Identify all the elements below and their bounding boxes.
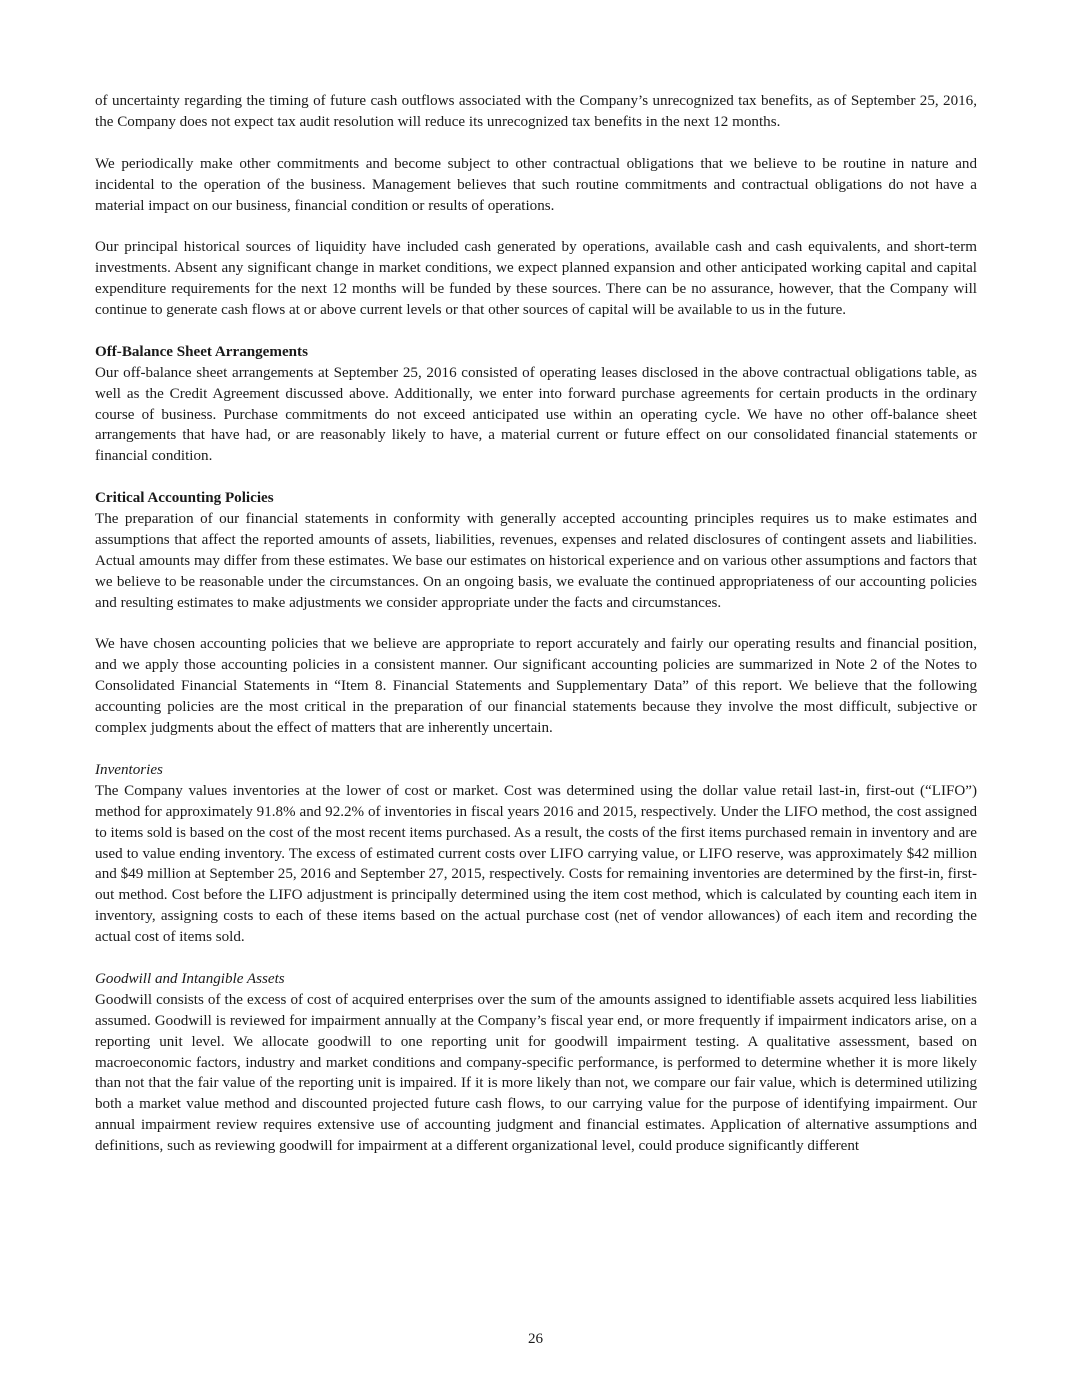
document-page bbox=[95, 91, 977, 1178]
section-off-balance-sheet bbox=[95, 342, 977, 467]
paragraph-goodwill: Goodwill consists of the excess of cost of acquired enterprises over the sum of the amounts assigned to identifiable assets acquired less liabilities assumed. Goodwill is reviewed for impairment annually at the Company’s fiscal year end, or more frequently if impairment indicators arise, on a reporting unit level. We allocate goodwill to one reporting unit for goodwill impairment testing. A qualitative assessment, based on macroeconomic factors, industry and market conditions and company-specific performance, is performed to determine whether it is more likely than not that the fair value of the reporting unit is impaired. If it is more likely than not, we compare our fair value, which is determined utilizing both a market value method and discounted projected future cash flows, to our carrying value for the purpose of identifying impairment. Our annual impairment review requires extensive use of accounting judgment and financial estimates. Application of alternative assumptions and definitions, such as reviewing goodwill for impairment at a different organizational level, could produce significantly different bbox=[95, 991, 977, 1155]
paragraph-inventories: The Company values inventories at the lower of cost or market. Cost was determined using the dollar value retail last-in, first-out (“LIFO”) method for approximately 91.8% and 92.2% of inventories in fiscal years 2016 and 2015, respectively. Under the LIFO method, the cost assigned to items sold is based on the cost of the most recent items purchased. As a result, the costs of the first items purchased remain in inventory and are used to value ending inventory. The excess of estimated current costs over LIFO carrying value, or LIFO reserve, was approximately $42 million and $49 million at September 25, 2016 and September 27, 2015, respectively. Costs for remaining inventories are determined by the first-in, first-out method. Cost before the LIFO adjustment is principally determined using the item cost method, which is calculated by counting each item in inventory, assigning costs to each of these items based on the actual purchase cost (net of vendor allowances) of each item and recording the actual cost of items sold. bbox=[95, 782, 977, 946]
paragraph-other-commitments: We periodically make other commitments and become subject to other contractual obligations that we believe to be routine in nature and incidental to the operation of the business. Management believes that such routine commitments and contractual obligations do not have a material impact on our business, financial condition or results of operations. bbox=[95, 155, 977, 214]
section-critical-accounting-policies bbox=[95, 488, 977, 613]
page-number: 26 bbox=[527, 1331, 544, 1347]
section-goodwill bbox=[95, 969, 977, 1157]
section-heading-off-balance-sheet: Off-Balance Sheet Arrangements bbox=[95, 343, 308, 360]
section-heading-critical-accounting-policies: Critical Accounting Policies bbox=[95, 490, 274, 507]
paragraph-critical-accounting-estimates: The preparation of our financial statements in conformity with generally accepted accounting principles requires us to make estimates and assumptions that affect the reported amounts of assets, liabilities, revenues, expenses and related disclosures of contingent assets and liabilities. Actual amounts may differ from these estimates. We base our estimates on historical experience and on various other assumptions and factors that we believe to be reasonable under the circumstances. On an ongoing basis, we evaluate the continued appropriateness of our accounting policies and resulting estimates to make adjustments we consider appropriate under the facts and circumstances. bbox=[95, 511, 977, 611]
paragraph-chosen-accounting-policies: We have chosen accounting policies that we believe are appropriate to report accurately and fairly our operating results and financial position, and we apply those accounting policies in a consistent manner. Our significant accounting policies are summarized in Note 2 of the Notes to Consolidated Financial Statements in “Item 8. Financial Statements and Supplementary Data” of this report. We believe that the following accounting policies are the most critical in the preparation of our financial statements because they involve the most difficult, subjective or complex judgments about the effect of matters that are inherently uncertain. bbox=[95, 636, 977, 737]
paragraph-off-balance-sheet: Our off-balance sheet arrangements at September 25, 2016 consisted of operating leases disclosed in the above contractual obligations table, as well as the Credit Agreement discussed above. Additionally, we enter into forward purchase agreements for certain products in the ordinary course of business. Purchase commitments do not exceed anticipated use within an operating cycle. We have no other off-balance sheet arrangements that have had, or are reasonably likely to have, a material current or future effect on our consolidated financial statements or financial condition. bbox=[95, 364, 977, 465]
paragraph-sources-of-liquidity: Our principal historical sources of liquidity have included cash generated by operations, available cash and cash equivalents, and short-term investments. Absent any significant change in market conditions, we expect planned expansion and other anticipated working capital and capital expenditure requirements for the next 12 months will be funded by these sources. There can be no assurance, however, that the Company will continue to generate cash flows at or above current levels or that other sources of capital will be available to us in the future. bbox=[95, 239, 977, 319]
section-inventories bbox=[95, 760, 977, 948]
paragraph-unrecognized-tax-benefits: of uncertainty regarding the timing of future cash outflows associated with the Company’s unrecognized tax benefits, as of September 25, 2016, the Company does not expect tax audit resolution will reduce its unrecognized tax benefits in the next 12 months. bbox=[95, 93, 977, 130]
subsection-heading-inventories: Inventories bbox=[95, 761, 163, 778]
subsection-heading-goodwill: Goodwill and Intangible Assets bbox=[95, 970, 285, 987]
